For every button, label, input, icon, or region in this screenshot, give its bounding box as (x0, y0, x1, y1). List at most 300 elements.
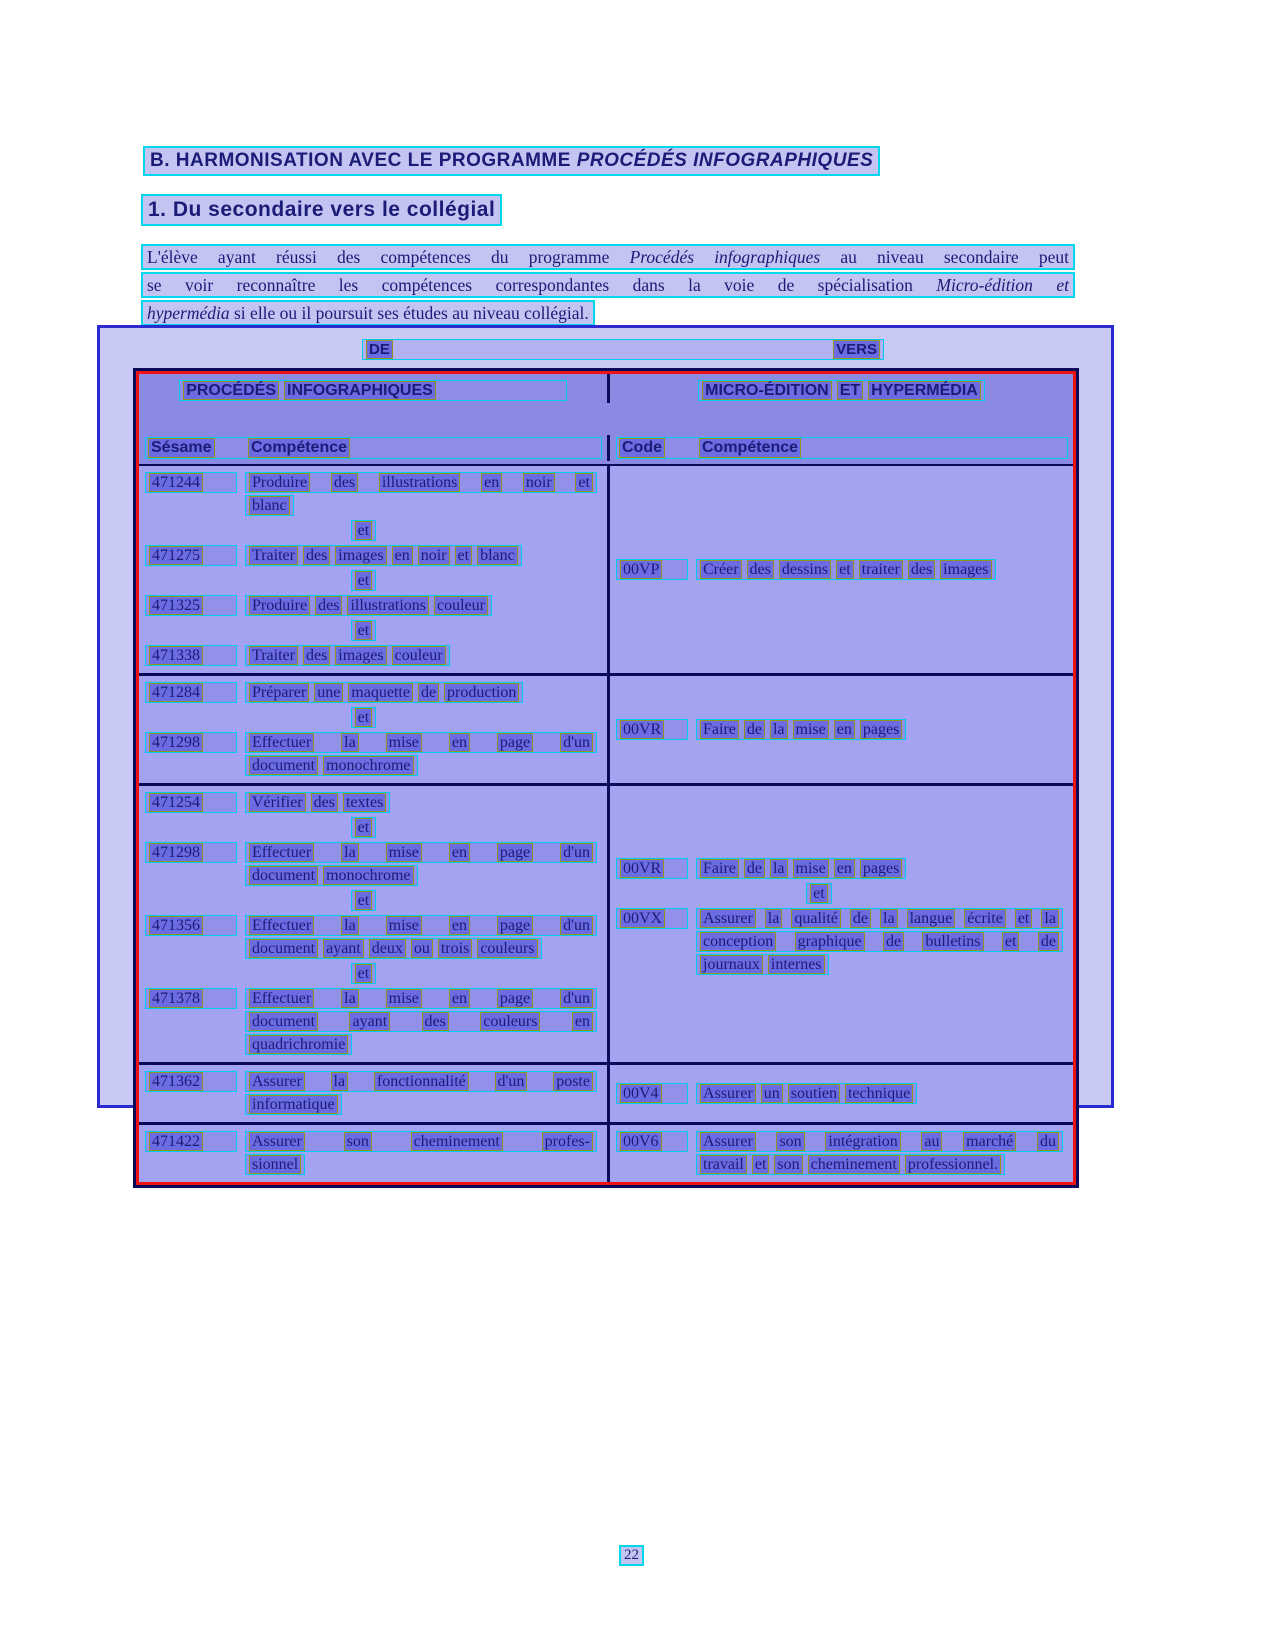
word: blanc (477, 546, 518, 565)
word: en (392, 546, 413, 565)
et-highlight-line (806, 883, 832, 904)
word: des (315, 596, 342, 615)
code-column (145, 815, 245, 840)
table-row (139, 1062, 1073, 1122)
word: de (744, 859, 765, 878)
code-column (145, 790, 245, 815)
right-program-title (698, 380, 985, 401)
competency-text-column (245, 618, 597, 643)
word: Compétence (699, 438, 801, 458)
word: noir (418, 546, 450, 565)
word: 471244 (149, 473, 203, 492)
word: et (355, 818, 373, 837)
word: marché (963, 1132, 1016, 1151)
word: INFOGRAPHIQUES (284, 381, 436, 400)
word: monochrome (323, 866, 413, 885)
word: Assurer (700, 1132, 756, 1151)
paragraph-line-2 (141, 272, 1075, 298)
word: la (331, 1072, 349, 1091)
code-column (616, 1129, 696, 1177)
word: et (355, 708, 373, 727)
word: mise (386, 916, 422, 935)
code-column (145, 1069, 245, 1117)
word: images (940, 560, 991, 579)
competency-entry (145, 986, 601, 1057)
code-column (145, 986, 245, 1057)
et-separator (145, 568, 601, 593)
word: page (497, 989, 533, 1008)
competency-entry (616, 1129, 1067, 1177)
word: la (880, 909, 898, 928)
code-column (616, 856, 696, 881)
paragraph-text: au niveau secondaire peut (820, 247, 1069, 267)
word: 471298 (149, 733, 203, 752)
word: HYPERMÉDIA (868, 381, 981, 400)
competency-text-column (245, 840, 597, 888)
competency-line (696, 858, 906, 879)
competency-line (245, 645, 450, 666)
word: 471284 (149, 683, 203, 702)
section-heading-program-name: PROCÉDÉS INFOGRAPHIQUES (576, 150, 874, 171)
word: la (1041, 909, 1059, 928)
word: son (774, 1155, 802, 1174)
word: en (449, 733, 470, 752)
competency-line (696, 931, 1063, 952)
table-row (139, 466, 1073, 673)
left-competency-cell (139, 676, 607, 783)
word: Compétence (248, 438, 350, 458)
word: son (776, 1132, 804, 1151)
right-competency-cell (607, 466, 1073, 673)
competency-text-column (245, 790, 597, 815)
table-row (139, 673, 1073, 783)
competency-entry (145, 730, 601, 778)
competency-entry (616, 557, 1067, 582)
program-name-italic: hypermédia (147, 303, 230, 323)
word: et (355, 964, 373, 983)
word: au (921, 1132, 942, 1151)
competency-line (245, 1034, 352, 1055)
competency-text-column (696, 881, 1063, 906)
competency-text-column (245, 593, 597, 618)
word: son (344, 1132, 372, 1151)
word: 471325 (149, 596, 203, 615)
competency-entry (616, 906, 1067, 977)
competency-line (245, 472, 597, 493)
word: Assurer (249, 1072, 305, 1091)
word: textes (343, 793, 386, 812)
word: traiter (859, 560, 903, 579)
competency-text-column (245, 568, 597, 593)
et-highlight-line (351, 707, 377, 728)
word: d'un (560, 916, 593, 935)
code-column (145, 730, 245, 778)
competency-entry (145, 790, 601, 815)
word: et (836, 560, 854, 579)
competency-line (245, 1131, 597, 1152)
word: et (752, 1155, 770, 1174)
et-separator (145, 618, 601, 643)
word: d'un (495, 1072, 528, 1091)
table-body (139, 466, 1073, 1182)
word: Faire (700, 720, 739, 739)
competency-line (245, 682, 523, 703)
word: en (834, 720, 855, 739)
program-name-italic: Micro-édition et (936, 275, 1069, 295)
word: cheminement (411, 1132, 503, 1151)
word: de (1038, 932, 1059, 951)
word: page (497, 916, 533, 935)
word: VERS (833, 340, 880, 359)
de-label (366, 340, 393, 359)
competency-line (696, 1154, 1005, 1175)
code-highlight-line (145, 915, 237, 936)
word: 00VR (620, 720, 664, 739)
word: images (335, 546, 386, 565)
word: document (249, 1012, 318, 1031)
code-column (145, 913, 245, 961)
word: qualité (791, 909, 841, 928)
right-program-title-cell (607, 374, 1073, 403)
word: la (341, 916, 359, 935)
code-highlight-line (616, 908, 688, 929)
word: Préparer (249, 683, 309, 702)
table-red-frame (136, 371, 1076, 1185)
word: Produire (249, 473, 310, 492)
word: des (303, 546, 330, 565)
code-column (145, 470, 245, 518)
code-column (145, 518, 245, 543)
word: deux (369, 939, 406, 958)
word: et (575, 473, 593, 492)
word: Traiter (249, 646, 298, 665)
competency-line (245, 915, 597, 936)
table-row (139, 783, 1073, 1062)
word: et (355, 521, 373, 540)
competency-entry (145, 840, 601, 888)
word: des (908, 560, 935, 579)
left-competency-cell (139, 1125, 607, 1182)
word: en (449, 916, 470, 935)
et-highlight-line (351, 817, 377, 838)
competency-line (696, 719, 906, 740)
word: et (1002, 932, 1020, 951)
word: Produire (249, 596, 310, 615)
code-column (145, 1129, 245, 1177)
code-column (145, 593, 245, 618)
word: et (355, 891, 373, 910)
word: blanc (249, 496, 290, 515)
word: document (249, 866, 318, 885)
word: la (765, 909, 783, 928)
word: ET (837, 381, 863, 400)
code-highlight-line (145, 645, 237, 666)
et-separator (145, 518, 601, 543)
word: mise (793, 720, 829, 739)
paragraph-text: se voir reconnaître les compétences correspondantes dans la voie de spécialisation (147, 275, 937, 295)
word: et (455, 546, 473, 565)
competency-line (245, 755, 418, 776)
word: profes- (542, 1132, 593, 1151)
competency-line (245, 792, 390, 813)
word: 471298 (149, 843, 203, 862)
word: intégration (825, 1132, 900, 1151)
word: soutien (788, 1084, 840, 1103)
code-column (145, 568, 245, 593)
word: de (883, 932, 904, 951)
competency-line (245, 495, 294, 516)
word: 00V4 (620, 1084, 662, 1103)
word: Vérifier (249, 793, 306, 812)
competency-text-column (245, 815, 597, 840)
competency-line (245, 938, 542, 959)
word: 471356 (149, 916, 203, 935)
et-separator (145, 888, 601, 913)
competency-text-column (245, 888, 597, 913)
word: de (744, 720, 765, 739)
word: cheminement (808, 1155, 900, 1174)
competency-entry (145, 593, 601, 618)
section-heading-text: B. HARMONISATION AVEC LE PROGRAMME (150, 150, 577, 171)
page-number: 22 (619, 1545, 644, 1566)
et-highlight-line (351, 570, 377, 591)
word: ayant (323, 939, 364, 958)
word: couleur (434, 596, 488, 615)
et-separator (616, 881, 1067, 906)
column-headers-row (139, 435, 1073, 464)
word: mise (386, 989, 422, 1008)
competency-line (696, 1131, 1063, 1152)
word: mise (386, 733, 422, 752)
word: mise (793, 859, 829, 878)
code-column-header (619, 438, 699, 458)
competency-line (696, 908, 1063, 929)
competency-entry (145, 1129, 601, 1177)
word: des (422, 1012, 449, 1031)
right-competency-cell (607, 676, 1073, 783)
word: noir (523, 473, 555, 492)
left-competency-cell (139, 466, 607, 673)
sesame-column-header (148, 438, 248, 458)
word: 00VX (620, 909, 665, 928)
word: des (747, 560, 774, 579)
competency-text-column (696, 856, 1063, 881)
word: trois (438, 939, 472, 958)
word: en (449, 989, 470, 1008)
competency-entry (145, 470, 601, 518)
word: DE (366, 340, 393, 359)
competency-line (245, 732, 597, 753)
word: et (1015, 909, 1033, 928)
code-highlight-line (145, 1071, 237, 1092)
competence-column-header (248, 438, 599, 458)
word: 471338 (149, 646, 203, 665)
de-vers-header-line (362, 339, 884, 360)
word: d'un (560, 989, 593, 1008)
code-column (145, 705, 245, 730)
word: page (497, 733, 533, 752)
code-highlight-line (145, 988, 237, 1009)
left-program-title-cell (139, 374, 607, 403)
competency-text-column (696, 717, 1063, 742)
left-header-line (145, 437, 602, 459)
competency-line (245, 545, 522, 566)
competency-entry (145, 1069, 601, 1117)
word: en (834, 859, 855, 878)
word: mise (386, 843, 422, 862)
word: illustrations (347, 596, 429, 615)
word: illustrations (379, 473, 461, 492)
competency-text-column (245, 1129, 597, 1177)
word: des (303, 646, 330, 665)
competency-line (245, 842, 597, 863)
paragraph-line-3 (141, 300, 595, 326)
word: MICRO-ÉDITION (702, 381, 832, 400)
word: 471275 (149, 546, 203, 565)
word: d'un (560, 843, 593, 862)
code-column (616, 717, 696, 742)
word: langue (907, 909, 956, 928)
word: 471378 (149, 989, 203, 1008)
word: maquette (348, 683, 413, 702)
code-column (145, 643, 245, 668)
word: Assurer (249, 1132, 305, 1151)
competency-text-column (245, 543, 597, 568)
competency-text-column (245, 986, 597, 1057)
competency-line (245, 1011, 597, 1032)
word: un (761, 1084, 783, 1103)
competency-text-column (696, 557, 1063, 582)
word: 00V6 (620, 1132, 662, 1151)
word: couleurs (480, 1012, 540, 1031)
code-highlight-line (145, 595, 237, 616)
et-highlight-line (351, 520, 377, 541)
competency-entry (616, 1081, 1067, 1106)
word: ou (411, 939, 433, 958)
word: Assurer (700, 909, 756, 928)
competence-column-header (699, 438, 1065, 458)
competency-text-column (245, 643, 597, 668)
word: bulletins (922, 932, 983, 951)
harmonisation-table-figure (97, 325, 1114, 1173)
code-highlight-line (616, 1131, 688, 1152)
paragraph-line-1 (141, 244, 1075, 270)
code-highlight-line (145, 792, 237, 813)
code-column (145, 888, 245, 913)
word: la (770, 720, 788, 739)
word: et (355, 571, 373, 590)
competency-text-column (245, 705, 597, 730)
word: du (1037, 1132, 1059, 1151)
competency-text-column (245, 961, 597, 986)
et-highlight-line (351, 620, 377, 641)
word: informatique (249, 1095, 338, 1114)
word: en (572, 1012, 593, 1031)
word: technique (845, 1084, 913, 1103)
code-highlight-line (145, 472, 237, 493)
code-highlight-line (145, 1131, 237, 1152)
subsection-heading-text: 1. Du secondaire vers le collégial (148, 198, 496, 221)
word: 471254 (149, 793, 203, 812)
table-title-row (139, 374, 1073, 403)
word: 471362 (149, 1072, 203, 1091)
word: ayant (349, 1012, 390, 1031)
word: quadrichromie (249, 1035, 348, 1054)
competency-line (245, 988, 597, 1009)
word: et (355, 621, 373, 640)
word: Effectuer (249, 989, 314, 1008)
code-highlight-line (616, 559, 688, 580)
word: conception (700, 932, 776, 951)
word: production (444, 683, 519, 702)
section-heading (143, 146, 880, 176)
competency-entry (145, 913, 601, 961)
word: Faire (700, 859, 739, 878)
code-highlight-line (145, 732, 237, 753)
competency-table (133, 368, 1079, 1188)
code-column (616, 906, 696, 977)
word: la (770, 859, 788, 878)
word: de (850, 909, 871, 928)
word: en (449, 843, 470, 862)
et-separator (145, 705, 601, 730)
word: page (497, 843, 533, 862)
competency-entry (616, 856, 1067, 881)
word: 471422 (149, 1132, 203, 1151)
left-program-title (179, 380, 567, 401)
left-competency-cell (139, 786, 607, 1062)
left-competency-cell (139, 1065, 607, 1122)
word: Traiter (249, 546, 298, 565)
code-highlight-line (616, 858, 688, 879)
competency-line (696, 1083, 917, 1104)
word: la (341, 733, 359, 752)
word: couleur (392, 646, 446, 665)
word: pages (860, 720, 902, 739)
code-highlight-line (616, 719, 688, 740)
et-separator (145, 961, 601, 986)
word: la (341, 843, 359, 862)
word: des (331, 473, 358, 492)
et-highlight-line (351, 963, 377, 984)
table-header (139, 374, 1073, 466)
paragraph-text: si elle ou il poursuit ses études au niveau collégial. (229, 303, 589, 323)
word: Effectuer (249, 733, 314, 752)
competency-entry (616, 717, 1067, 742)
word: internes (768, 955, 825, 974)
right-competency-cell (607, 1125, 1073, 1182)
word: des (311, 793, 338, 812)
competency-text-column (245, 470, 597, 518)
word: document (249, 756, 318, 775)
competency-text-column (245, 1069, 597, 1117)
word: une (314, 683, 343, 702)
competency-entry (145, 643, 601, 668)
competency-entry (145, 543, 601, 568)
competency-text-column (696, 1081, 1063, 1106)
code-column (145, 543, 245, 568)
competency-line (245, 1154, 305, 1175)
code-column (616, 881, 696, 906)
word: Assurer (700, 1084, 756, 1103)
competency-text-column (696, 906, 1063, 977)
word: images (335, 646, 386, 665)
code-column (145, 680, 245, 705)
right-competency-cell (607, 1065, 1073, 1122)
right-header-line (616, 437, 1068, 459)
word: monochrome (323, 756, 413, 775)
code-column (616, 557, 696, 582)
